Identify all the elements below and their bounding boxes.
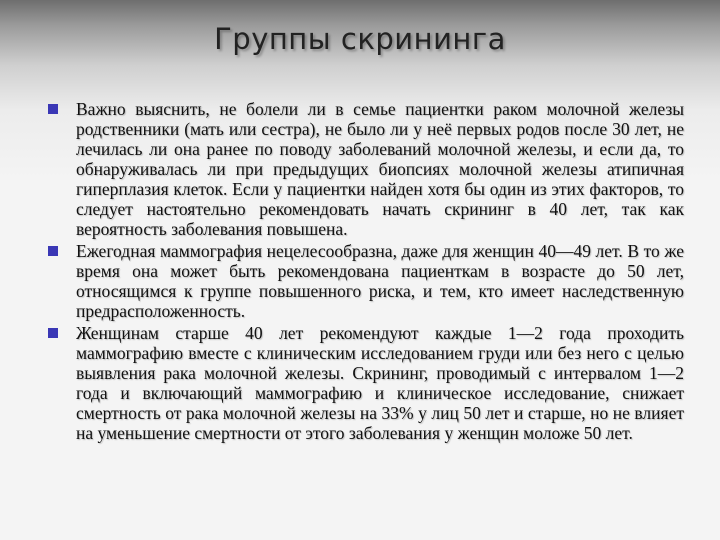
bullet-list xyxy=(48,99,684,445)
bullet-text: Ежегодная маммография нецелесообразна, даже для женщин 40—49 лет. В то же время она может быть рекомендована пациенткам в возрасте до 50 лет, относящимся к группе повышенного риска, и тем, кто имеет наследственную предрасположенность. xyxy=(76,241,684,321)
bullet-text: Важно выяснить, не болели ли в семье пациентки раком молочной железы родственники (мать или сестра), не было ли у неё первых родов после 30 лет, не лечилась ли она ранее по поводу заболеваний молочной железы, и если да, то обнаруживалась ли при предыдущих биопсиях молочной железы атипичная гиперплазия клеток. Если у пациентки найден хотя бы один из этих факторов, то следует настоятельно рекомендовать начать скрининг в 40 лет, так как вероятность заболевания повышена. xyxy=(76,99,684,239)
square-bullet-icon xyxy=(48,328,58,338)
bullet-item xyxy=(48,241,684,321)
slide-title: Группы скрининга xyxy=(214,22,506,56)
square-bullet-icon xyxy=(48,104,58,114)
square-bullet-icon xyxy=(48,246,58,256)
bullet-item xyxy=(48,99,684,239)
bullet-item xyxy=(48,323,684,443)
bullet-text: Женщинам старше 40 лет рекомендуют каждые 1—2 года проходить маммографию вместе с клиническим исследованием груди или без него с целью выявления рака молочной железы. Скрининг, проводимый с интервалом 1—2 года и включающий маммографию и клиническое исследование, снижает смертность от рака молочной железы на 33% у лиц 50 лет и старше, но не влияет на уменьшение смертности от этого заболевания у женщин моложе 50 лет. xyxy=(76,323,684,443)
